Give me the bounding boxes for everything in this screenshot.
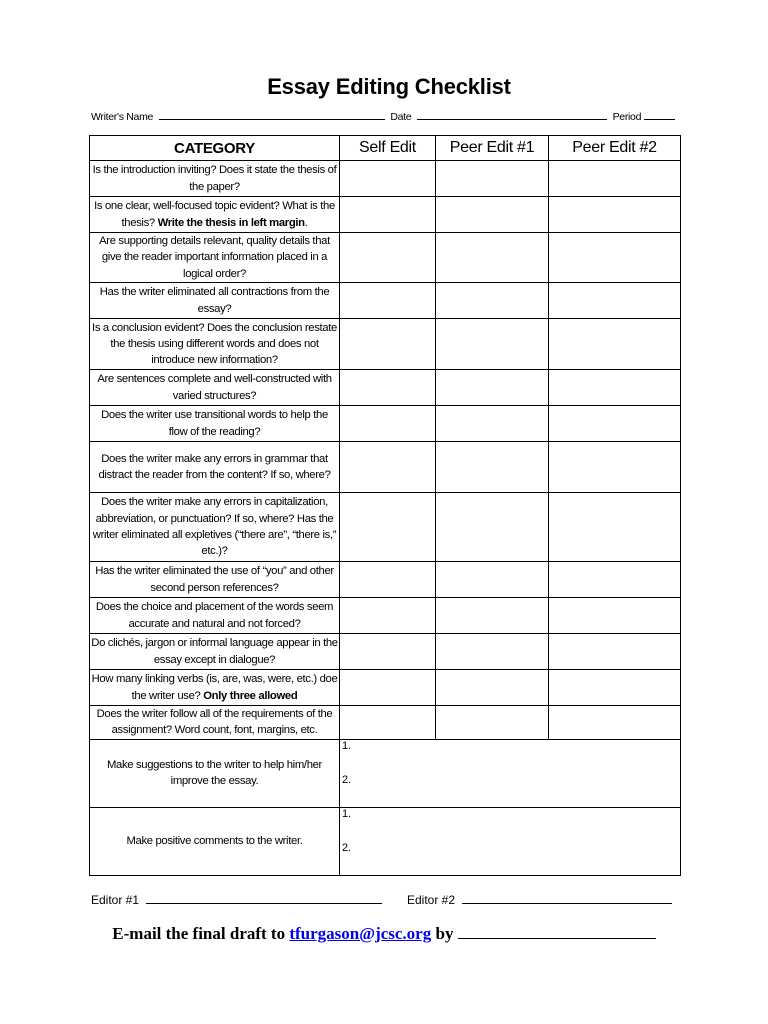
editor-1-label: Editor #1 [91, 893, 140, 907]
self-edit-cell[interactable] [340, 283, 436, 319]
category-question [90, 233, 340, 283]
peer-edit-1-cell[interactable] [436, 406, 549, 442]
peer-edit-2-cell[interactable] [549, 406, 681, 442]
editor-2-label: Editor #2 [407, 893, 456, 907]
self-edit-cell[interactable] [340, 319, 436, 370]
period-label: Period [612, 111, 642, 123]
peer-edit-2-cell[interactable] [549, 634, 681, 670]
category-question [90, 493, 340, 562]
peer-edit-1-cell[interactable] [436, 493, 549, 562]
question-emphasis: Write the thesis in left margin [157, 216, 305, 229]
table-row [90, 562, 681, 598]
comment-line-1-number: 1. [342, 739, 352, 752]
comment-prompt: Make suggestions to the writer to help him/her improve the essay. [90, 739, 340, 807]
table-row [90, 370, 681, 406]
self-edit-cell[interactable] [340, 598, 436, 634]
table-row [90, 406, 681, 442]
category-question [90, 442, 340, 493]
question-text: Has the writer eliminated all contractions from the essay? [99, 286, 330, 315]
self-edit-cell[interactable] [340, 233, 436, 283]
editor-1-field[interactable] [146, 891, 382, 904]
category-question [90, 670, 340, 706]
table-row [90, 283, 681, 319]
column-header-peer-edit-2: Peer Edit #2 [549, 136, 681, 161]
table-row [90, 634, 681, 670]
category-question [90, 634, 340, 670]
self-edit-cell[interactable] [340, 442, 436, 493]
period-field[interactable] [644, 107, 675, 120]
table-row [90, 319, 681, 370]
peer-edit-2-cell[interactable] [549, 197, 681, 233]
question-text: Does the writer follow all of the requirements of the assignment? Word count, font, margins, etc. [96, 708, 333, 737]
question-text: Does the writer make any errors in grammar that distract the reader from the content? If so, where? [98, 452, 331, 481]
category-question [90, 197, 340, 233]
checklist-table [89, 135, 681, 876]
category-question [90, 319, 340, 370]
writer-name-label: Writer's Name [91, 111, 154, 123]
self-edit-cell[interactable] [340, 706, 436, 740]
table-header-row [90, 136, 681, 161]
editor-2-field[interactable] [462, 891, 672, 904]
question-text: Do clichés, jargon or informal language appear in the essay except in dialogue? [91, 637, 338, 666]
peer-edit-1-cell[interactable] [436, 283, 549, 319]
category-question [90, 370, 340, 406]
column-header-peer-edit-1: Peer Edit #1 [436, 136, 549, 161]
peer-edit-2-cell[interactable] [549, 283, 681, 319]
peer-edit-1-cell[interactable] [436, 670, 549, 706]
question-text: Are supporting details relevant, quality details that give the reader important information placed in a logical order? [99, 235, 330, 280]
column-header-self-edit: Self Edit [340, 136, 436, 161]
column-header-category: CATEGORY [90, 136, 340, 161]
self-edit-cell[interactable] [340, 634, 436, 670]
writer-name-field[interactable] [159, 107, 385, 120]
peer-edit-1-cell[interactable] [436, 370, 549, 406]
peer-edit-1-cell[interactable] [436, 442, 549, 493]
writer-info-line [91, 107, 675, 123]
table-row [90, 442, 681, 493]
question-text: Does the writer make any errors in capitalization, abbreviation, or punctuation? If so, where? Has the writer eliminated all expletives (“there are”, “there is,” etc.)? [92, 496, 337, 558]
editor-2 [407, 891, 672, 907]
peer-edit-2-cell[interactable] [549, 493, 681, 562]
peer-edit-2-cell[interactable] [549, 161, 681, 197]
peer-edit-2-cell[interactable] [549, 670, 681, 706]
email-prefix: E-mail the final draft to [112, 924, 286, 943]
peer-edit-2-cell[interactable] [549, 370, 681, 406]
peer-edit-2-cell[interactable] [549, 319, 681, 370]
category-question [90, 161, 340, 197]
email-instruction [0, 924, 768, 944]
question-text: Is one clear, well-focused topic evident? What is the thesis? [94, 200, 335, 229]
peer-edit-1-cell[interactable] [436, 598, 549, 634]
category-question [90, 283, 340, 319]
category-question [90, 562, 340, 598]
peer-edit-1-cell[interactable] [436, 197, 549, 233]
table-row [90, 670, 681, 706]
email-link[interactable]: tfurgason@jcsc.org [289, 924, 432, 943]
peer-edit-1-cell[interactable] [436, 706, 549, 740]
peer-edit-1-cell[interactable] [436, 319, 549, 370]
question-text: Is a conclusion evident? Does the conclusion restate the thesis using different words and does not introduce new information? [92, 321, 337, 367]
table-row [90, 493, 681, 562]
category-question [90, 406, 340, 442]
comment-area[interactable] [340, 807, 681, 875]
comment-row [90, 807, 681, 875]
self-edit-cell[interactable] [340, 161, 436, 197]
peer-edit-1-cell[interactable] [436, 233, 549, 283]
peer-edit-2-cell[interactable] [549, 562, 681, 598]
question-emphasis: Only three allowed [203, 689, 298, 702]
question-text: Does the choice and placement of the words seem accurate and natural and not forced? [95, 601, 334, 630]
question-text: How many linking verbs (is, are, was, were, etc.) doe the writer use? [91, 673, 338, 702]
table-row [90, 161, 681, 197]
comment-row [90, 739, 681, 807]
question-text: . [304, 216, 308, 229]
table-row [90, 598, 681, 634]
comment-line-2-number: 2. [342, 773, 352, 786]
self-edit-cell[interactable] [340, 670, 436, 706]
self-edit-cell[interactable] [340, 493, 436, 562]
peer-edit-1-cell[interactable] [436, 634, 549, 670]
date-field[interactable] [417, 107, 607, 120]
peer-edit-2-cell[interactable] [549, 442, 681, 493]
page-title: Essay Editing Checklist [267, 74, 511, 99]
peer-edit-1-cell[interactable] [436, 562, 549, 598]
question-text: Is the introduction inviting? Does it state the thesis of the paper? [92, 164, 337, 193]
self-edit-cell[interactable] [340, 197, 436, 233]
comment-line-1-number: 1. [342, 807, 352, 820]
category-question [90, 598, 340, 634]
peer-edit-2-cell[interactable] [549, 706, 681, 740]
peer-edit-1-cell[interactable] [436, 161, 549, 197]
category-question [90, 706, 340, 740]
table-row [90, 197, 681, 233]
comment-prompt: Make positive comments to the writer. [90, 807, 340, 875]
self-edit-cell[interactable] [340, 370, 436, 406]
comment-area[interactable] [340, 739, 681, 807]
peer-edit-2-cell[interactable] [549, 598, 681, 634]
due-date-field[interactable] [458, 924, 656, 939]
table-row [90, 706, 681, 740]
comment-line-2-number: 2. [342, 841, 352, 854]
peer-edit-2-cell[interactable] [549, 233, 681, 283]
question-text: Has the writer eliminated the use of “you” and other second person references? [95, 565, 334, 594]
question-text: Does the writer use transitional words to help the flow of the reading? [101, 409, 328, 438]
self-edit-cell[interactable] [340, 562, 436, 598]
email-suffix: by [435, 924, 454, 943]
self-edit-cell[interactable] [340, 406, 436, 442]
editor-1 [91, 891, 382, 907]
table-row [90, 233, 681, 283]
question-text: Are sentences complete and well-constructed with varied structures? [97, 373, 332, 402]
date-label: Date [390, 111, 412, 123]
